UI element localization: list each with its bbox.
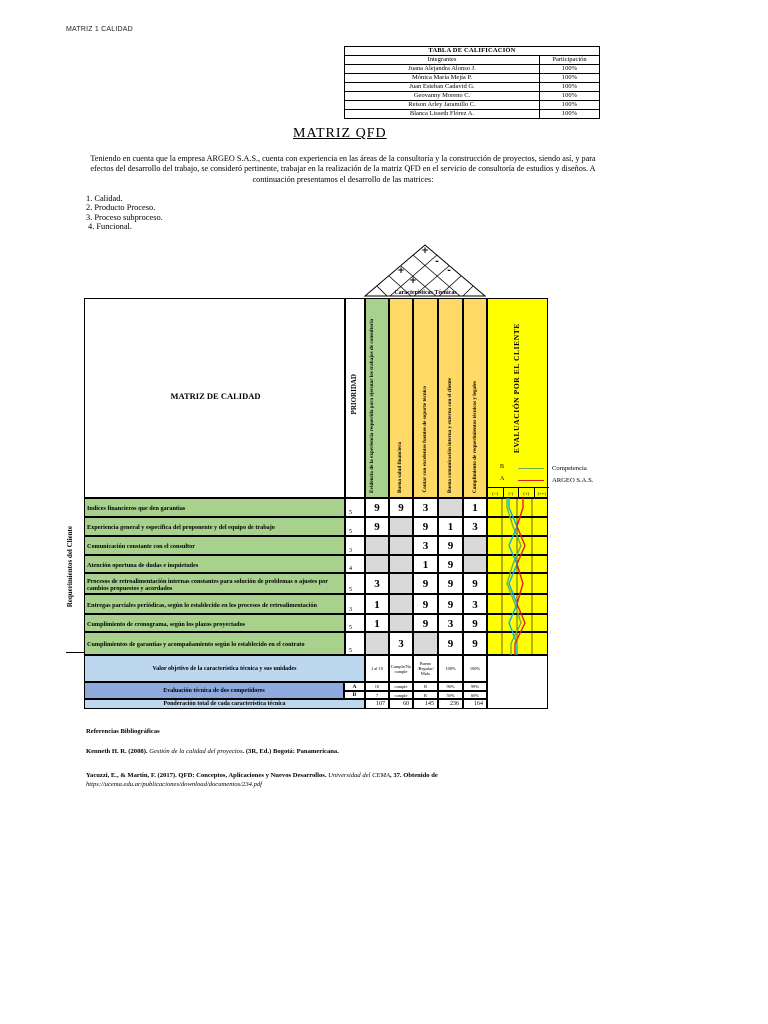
weight-label: Ponderación total de cada característica técnica	[84, 699, 365, 709]
reference-publisher: . (3R, Ed.) Bogotá: Panamericana.	[242, 748, 339, 755]
team-row	[345, 101, 600, 110]
requirement-label: Cumplimiento de cronograma, según los plazos proyectados	[84, 614, 345, 632]
relationship-score	[365, 555, 389, 573]
characteristic-label: Cumplimiento de requerimientos técnicos y legales	[472, 380, 478, 493]
relationship-score: 3	[389, 632, 413, 655]
relationship-score: 1	[365, 614, 389, 632]
competitor-eval-value: 90%	[438, 682, 463, 691]
characteristic-label: Evidencia de la experiencia requerida para ejecutar los trabajos de consultoría	[369, 318, 375, 493]
member-participation: 100%	[540, 74, 600, 83]
legend-b: B	[500, 464, 505, 470]
competitor-eval-value: cumple	[389, 691, 413, 699]
reference-item	[86, 771, 556, 781]
objective-value: 100%	[463, 655, 487, 682]
scale-label: (+)	[519, 488, 535, 500]
member-name: Juan Esteban Cadavid G.	[345, 83, 540, 92]
relationship-score: 1	[463, 498, 487, 517]
characteristic-label: Contar con excelentes fuentes de soporte técnico	[422, 386, 428, 493]
eval-tag-b: B	[344, 691, 365, 699]
client-axis-label: Requerimientos del Cliente	[66, 526, 74, 608]
scale-label: (-)	[504, 488, 520, 500]
competitor-argeo-line	[509, 498, 517, 655]
relationship-score	[389, 594, 413, 614]
competitor-lines	[487, 498, 548, 655]
relationship-score	[463, 555, 487, 573]
weight-value: 60	[389, 699, 413, 709]
competitor-eval-value: 50%	[438, 691, 463, 699]
matrix-title: MATRIZ DE CALIDAD	[170, 391, 261, 401]
evaluation-header	[487, 298, 548, 498]
matrix-title-cell	[84, 298, 345, 498]
team-table-title: TABLA DE CALIFICACIÓN	[345, 47, 600, 56]
member-name: Mónica María Mejía P.	[345, 74, 540, 83]
roof-sign: +	[421, 246, 429, 256]
relationship-score: 3	[463, 517, 487, 536]
relationship-score: 1	[438, 517, 463, 536]
team-row	[345, 110, 600, 119]
competitor-eval-value: 60%	[463, 691, 487, 699]
relationship-score	[413, 632, 438, 655]
competitor-eval-value: cumple	[389, 682, 413, 691]
competitor-eval-value: 10	[365, 682, 389, 691]
relationship-score: 9	[463, 614, 487, 632]
competitor-eval-value: R	[413, 691, 438, 699]
evaluation-title: EVALUACIÓN POR EL CLIENTE	[512, 323, 521, 454]
team-table	[344, 46, 600, 119]
member-name: Geovanny Moreno C.	[345, 92, 540, 101]
requirement-priority: 5	[345, 632, 365, 655]
references-heading: Referencias Bibliográficas	[86, 728, 160, 735]
characteristic-label: Buena salud financiera	[397, 441, 403, 493]
relationship-score: 9	[438, 594, 463, 614]
relationship-score: 9	[413, 594, 438, 614]
competitor-eval-value: B	[413, 682, 438, 691]
roof-sign: +	[397, 266, 405, 276]
relationship-score	[365, 632, 389, 655]
requirement-priority: 5	[345, 517, 365, 536]
legend-argeo: ARGEO S.A.S.	[552, 477, 594, 484]
relationship-score: 1	[413, 555, 438, 573]
page-title: MATRIZ QFD	[293, 126, 387, 141]
team-row	[345, 92, 600, 101]
team-row	[345, 65, 600, 74]
axis-divider	[66, 652, 84, 653]
weight-value: 145	[413, 699, 438, 709]
relationship-score: 1	[365, 594, 389, 614]
competitor-eval-value: 99%	[463, 682, 487, 691]
roof-sign: -	[447, 266, 451, 276]
requirement-priority: 5	[345, 614, 365, 632]
list-item: 4. Funcional.	[88, 222, 132, 232]
relationship-score	[365, 536, 389, 555]
relationship-score: 9	[438, 536, 463, 555]
reference-item	[86, 747, 556, 757]
references	[86, 727, 556, 789]
relationship-score: 9	[365, 498, 389, 517]
objective-label: Valor objetivo de la característica técnica y sus unidades	[84, 655, 365, 682]
reference-url: https://ucema.edu.ar/publicaciones/download/documentos/234.pdf	[86, 781, 262, 788]
characteristic-header	[413, 298, 438, 498]
reference-title: Gestión de la calidad del proyectos	[149, 748, 243, 755]
relationship-score: 9	[463, 573, 487, 594]
team-row	[345, 74, 600, 83]
relationship-score: 9	[438, 573, 463, 594]
priority-header	[345, 298, 365, 498]
scale-label: (--)	[488, 488, 504, 500]
relationship-score: 9	[413, 573, 438, 594]
reference-publisher: , 37. Obtenido de	[390, 772, 438, 779]
relationship-score: 9	[413, 614, 438, 632]
characteristic-label: Buena comunicación interna y externa con el cliente	[447, 377, 453, 493]
member-participation: 100%	[540, 65, 600, 74]
tech-header: Características Técnicas	[394, 290, 457, 296]
reference-author: Kenneth H. R. (2008).	[86, 748, 148, 755]
relationship-score: 3	[413, 498, 438, 517]
weight-value: 107	[365, 699, 389, 709]
intro-paragraph: Teniendo en cuenta que la empresa ARGEO S.A.S., cuenta con experiencia en las áreas de la consultoría y la construcción de proyectos, siendo así, y para efectos del desarrollo del trabajo, se consideró pertinente, trabajar en la realización de la matriz QFD en el servicio de consultoría de estudios y diseños. A continuación presentamos el desarrollo de las matrices:	[90, 154, 596, 184]
requirement-priority: 3	[345, 594, 365, 614]
team-col-participation: Participación	[540, 56, 600, 65]
characteristic-header	[365, 298, 389, 498]
objective-value: Bueno /Regular/ Malo	[413, 655, 438, 682]
relationship-score: 3	[365, 573, 389, 594]
objective-value: 100%	[438, 655, 463, 682]
member-participation: 100%	[540, 110, 600, 119]
reference-title: Universidad del CEMA	[328, 772, 391, 779]
relationship-score	[389, 517, 413, 536]
relationship-score: 9	[463, 632, 487, 655]
reference-author: Yacuzzi, E., & Martín, F. (2017). QFD: Conceptos, Aplicaciones y Nuevos Desarrollos.	[86, 772, 327, 779]
relationship-score	[463, 536, 487, 555]
legend-competencia: Competencia	[552, 465, 587, 472]
list-item: 2. Producto Proceso.	[86, 203, 156, 213]
member-participation: 100%	[540, 83, 600, 92]
matrices-list	[86, 194, 163, 232]
requirement-priority: 3	[345, 536, 365, 555]
member-name: Reison Arley Jaramillo C.	[345, 101, 540, 110]
characteristic-header	[438, 298, 463, 498]
weight-value: 236	[438, 699, 463, 709]
team-row	[345, 83, 600, 92]
eval-empty-cell	[487, 655, 548, 709]
objective-value: Cumple/No cumple	[389, 655, 413, 682]
requirement-label: Experiencia general y específica del proponente y del equipo de trabajo	[84, 517, 345, 536]
relationship-score: 9	[413, 517, 438, 536]
characteristic-header	[389, 298, 413, 498]
relationship-score	[389, 614, 413, 632]
requirement-label: Entregas parciales periódicas, según lo establecido en los procesos de retroalimentación	[84, 594, 345, 614]
relationship-score	[438, 498, 463, 517]
legend-a: A	[500, 476, 505, 482]
requirement-label: Comunicación constante con el consultor	[84, 536, 345, 555]
member-name: Blanca Lisseth Flórez A.	[345, 110, 540, 119]
relationship-score: 9	[365, 517, 389, 536]
requirement-label: Atención oportuna de dudas e inquietudes	[84, 555, 345, 573]
weight-value: 164	[463, 699, 487, 709]
relationship-score	[389, 555, 413, 573]
roof-sign: -	[435, 257, 439, 267]
competitor-eval-value: 7	[365, 691, 389, 699]
quality-matrix	[84, 298, 548, 710]
requirement-label: Procesos de retroalimentación internas constantes para solución de problemas o ajustes por cambios propuestos y acordados	[84, 573, 345, 594]
member-participation: 100%	[540, 101, 600, 110]
relationship-score: 3	[438, 614, 463, 632]
characteristic-header	[463, 298, 487, 498]
relationship-score: 9	[389, 498, 413, 517]
relationship-score: 3	[463, 594, 487, 614]
list-item: 3. Proceso subproceso.	[86, 212, 163, 222]
requirement-label: Indices financieros que den garantias	[84, 498, 345, 517]
scale-label: (++)	[537, 491, 546, 496]
list-item: 1. Calidad.	[86, 194, 123, 203]
roof-sign: +	[409, 276, 417, 286]
member-name: Juana Alejandra Alonso J.	[345, 65, 540, 74]
eval-label: Evaluación técnica de dos competidores	[84, 682, 344, 699]
priority-label: PRIORIDAD	[350, 374, 358, 415]
team-col-members: Integrantes	[345, 56, 540, 65]
relationship-score	[389, 536, 413, 555]
relationship-score: 3	[413, 536, 438, 555]
legend-a-line	[518, 480, 544, 481]
objective-value: 1 al 10	[365, 655, 389, 682]
legend-b-line	[518, 468, 544, 469]
relationship-score: 9	[438, 632, 463, 655]
member-participation: 100%	[540, 92, 600, 101]
relationship-score	[389, 573, 413, 594]
page-header: MATRIZ 1 CALIDAD	[66, 26, 133, 33]
requirement-priority: 5	[345, 498, 365, 517]
requirement-label: Cumplimientos de garantías y acompañamiento según lo establecido en el contrato	[84, 632, 345, 655]
requirement-priority: 5	[345, 573, 365, 594]
requirement-priority: 4	[345, 555, 365, 573]
eval-tag-a: A	[344, 682, 365, 691]
relationship-score: 9	[438, 555, 463, 573]
